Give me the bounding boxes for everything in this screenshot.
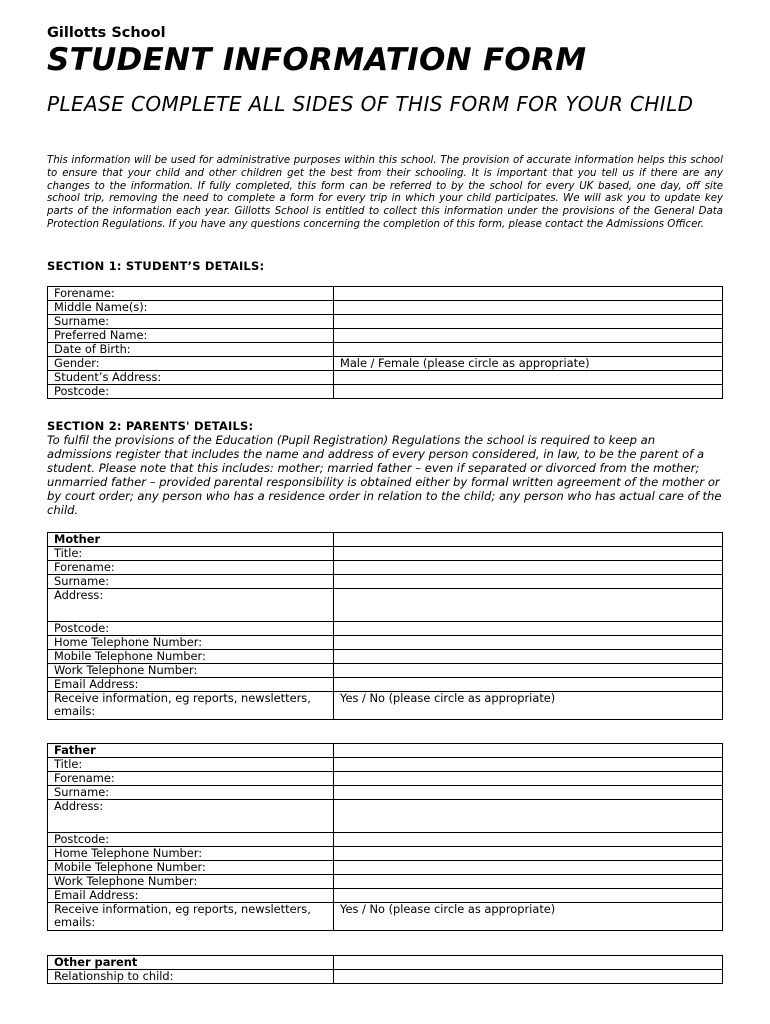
field-label: Student’s Address: xyxy=(48,371,334,385)
field-label: Title: xyxy=(48,758,334,772)
field-label: Middle Name(s): xyxy=(48,301,334,315)
mother-details-table xyxy=(47,532,723,720)
field-label: Forename: xyxy=(48,287,334,301)
field-label: Work Telephone Number: xyxy=(48,875,334,889)
form-row xyxy=(48,875,723,889)
field-label: Home Telephone Number: xyxy=(48,847,334,861)
form-row xyxy=(48,847,723,861)
form-row xyxy=(48,287,723,301)
form-row xyxy=(48,758,723,772)
form-row xyxy=(48,547,723,561)
field-value[interactable]: Yes / No (please circle as appropriate) xyxy=(334,692,723,720)
section2-paragraph: To fulfil the provisions of the Education (Pupil Registration) Regulations the school is required to keep an admissions register that includes the name and address of every person considered, in law, to be the parent of a student. Please note that this includes: mother; married father – even if separated or divorced from the mother; unmarried father – provided parental responsibility is obtained either by formal written agreement of the mother or by court order; any person who has a residence order in relation to the child; any person who has actual care of the child. xyxy=(47,433,722,518)
field-value[interactable] xyxy=(334,847,723,861)
field-label: Postcode: xyxy=(48,622,334,636)
field-value[interactable] xyxy=(334,385,723,399)
form-row xyxy=(48,561,723,575)
group-heading-row xyxy=(48,956,723,970)
field-label: Relationship to child: xyxy=(48,970,334,984)
form-row xyxy=(48,622,723,636)
field-label: Gender: xyxy=(48,357,334,371)
field-label: Surname: xyxy=(48,315,334,329)
field-value[interactable] xyxy=(334,889,723,903)
field-label: Forename: xyxy=(48,772,334,786)
field-label: Postcode: xyxy=(48,385,334,399)
field-label: Preferred Name: xyxy=(48,329,334,343)
field-label: Work Telephone Number: xyxy=(48,664,334,678)
field-label: Receive information, eg reports, newsletters, emails: xyxy=(48,692,334,720)
field-label: Date of Birth: xyxy=(48,343,334,357)
field-value[interactable] xyxy=(334,371,723,385)
field-value[interactable]: Male / Female (please circle as appropriate) xyxy=(334,357,723,371)
form-row xyxy=(48,903,723,931)
field-value[interactable] xyxy=(334,329,723,343)
field-label: Title: xyxy=(48,547,334,561)
field-value[interactable] xyxy=(334,287,723,301)
form-row xyxy=(48,772,723,786)
group-heading: Other parent xyxy=(48,956,334,970)
form-row xyxy=(48,357,723,371)
section2-heading: SECTION 2: PARENTS' DETAILS: xyxy=(47,419,254,433)
form-row xyxy=(48,589,723,622)
field-value[interactable] xyxy=(334,301,723,315)
field-label: Receive information, eg reports, newsletters, emails: xyxy=(48,903,334,931)
form-row xyxy=(48,636,723,650)
field-label: Postcode: xyxy=(48,833,334,847)
field-label: Mobile Telephone Number: xyxy=(48,861,334,875)
field-value[interactable] xyxy=(334,875,723,889)
field-label: Home Telephone Number: xyxy=(48,636,334,650)
father-details-table xyxy=(47,743,723,931)
form-row xyxy=(48,385,723,399)
student-details-table xyxy=(47,286,723,399)
field-value[interactable] xyxy=(334,561,723,575)
school-name: Gillotts School xyxy=(47,25,166,41)
field-value[interactable] xyxy=(334,758,723,772)
group-heading: Father xyxy=(48,744,334,758)
form-row xyxy=(48,664,723,678)
group-heading-blank xyxy=(334,533,723,547)
group-heading: Mother xyxy=(48,533,334,547)
field-value[interactable] xyxy=(334,664,723,678)
field-value[interactable] xyxy=(334,786,723,800)
field-label: Forename: xyxy=(48,561,334,575)
form-row xyxy=(48,692,723,720)
page-title: STUDENT INFORMATION FORM xyxy=(47,42,587,78)
field-value[interactable] xyxy=(334,678,723,692)
field-label: Email Address: xyxy=(48,889,334,903)
form-row xyxy=(48,970,723,984)
other-parent-table xyxy=(47,955,723,984)
form-row xyxy=(48,343,723,357)
group-heading-row xyxy=(48,533,723,547)
form-row xyxy=(48,301,723,315)
field-label: Email Address: xyxy=(48,678,334,692)
form-row xyxy=(48,329,723,343)
section1-heading: SECTION 1: STUDENT’S DETAILS: xyxy=(47,259,265,273)
field-value[interactable] xyxy=(334,636,723,650)
field-value[interactable] xyxy=(334,547,723,561)
field-label: Surname: xyxy=(48,786,334,800)
intro-paragraph: This information will be used for administrative purposes within this school. The provision of accurate information helps this school to ensure that your child and other children get the best from their schooling. It is important that you tell us if there are any changes to the information. If fully completed, this form can be referred to by the school for every UK based, one day, off site school trip, removing the need to complete a form for every trip in which your child participates. We will ask you to update key parts of the information each year. Gillotts School is entitled to collect this information under the provisions of the General Data Protection Regulations. If you have any questions concerning the completion of this form, please contact the Admissions Officer. xyxy=(47,155,723,230)
group-heading-blank xyxy=(334,744,723,758)
group-heading-row xyxy=(48,744,723,758)
field-value[interactable] xyxy=(334,861,723,875)
field-value[interactable] xyxy=(334,772,723,786)
form-row xyxy=(48,315,723,329)
form-row xyxy=(48,575,723,589)
field-value[interactable] xyxy=(334,833,723,847)
field-value[interactable] xyxy=(334,343,723,357)
form-row xyxy=(48,861,723,875)
page-subtitle: PLEASE COMPLETE ALL SIDES OF THIS FORM FOR YOUR CHILD xyxy=(47,92,694,116)
form-row xyxy=(48,889,723,903)
field-label: Address: xyxy=(48,589,334,622)
field-value[interactable] xyxy=(334,970,723,984)
field-label: Surname: xyxy=(48,575,334,589)
field-value[interactable] xyxy=(334,650,723,664)
form-row xyxy=(48,650,723,664)
form-row xyxy=(48,371,723,385)
form-row xyxy=(48,833,723,847)
field-value[interactable]: Yes / No (please circle as appropriate) xyxy=(334,903,723,931)
form-row xyxy=(48,786,723,800)
field-value[interactable] xyxy=(334,622,723,636)
group-heading-blank xyxy=(334,956,723,970)
field-value[interactable] xyxy=(334,589,723,622)
field-value[interactable] xyxy=(334,800,723,833)
field-value[interactable] xyxy=(334,315,723,329)
field-label: Mobile Telephone Number: xyxy=(48,650,334,664)
field-label: Address: xyxy=(48,800,334,833)
form-row xyxy=(48,800,723,833)
form-row xyxy=(48,678,723,692)
field-value[interactable] xyxy=(334,575,723,589)
